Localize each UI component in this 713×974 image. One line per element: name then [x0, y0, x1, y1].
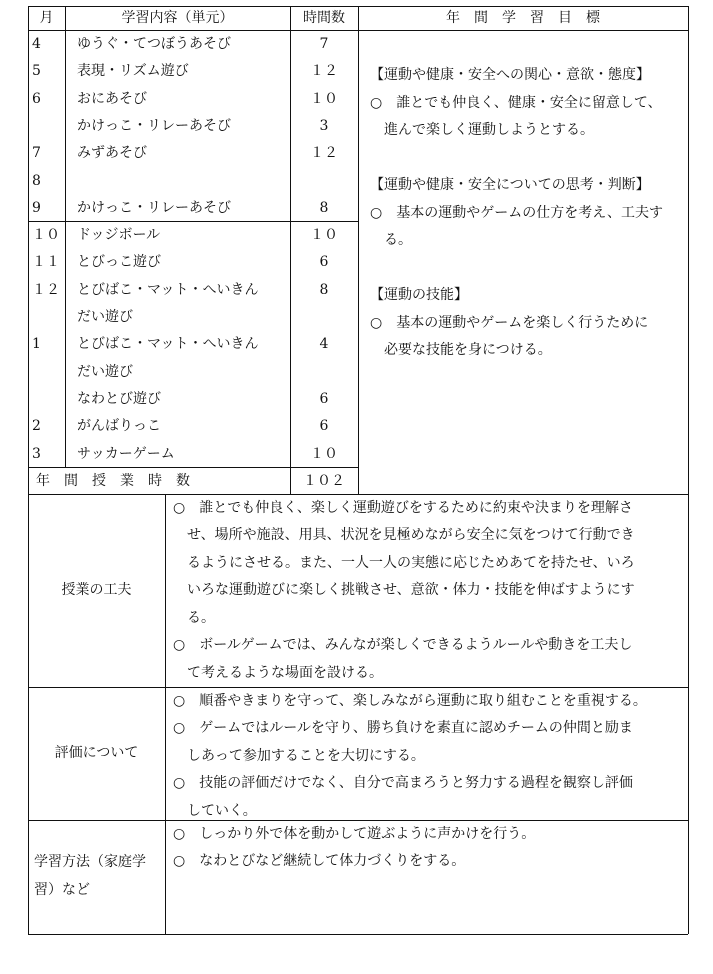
table-right-border	[688, 6, 689, 934]
section-text-line: ○ 順番やきまりを守って、楽しみながら運動に取り組むことを重視する。	[173, 692, 647, 709]
goal-line: ○ 基本の運動やゲームを楽しく行うために	[370, 314, 649, 331]
section-text-line: ○ 誰とでも仲良く、楽しく運動遊びをするために約束や決まりを理解さ	[173, 499, 633, 516]
content-column-border	[290, 6, 291, 494]
month-cell: 1	[32, 336, 41, 353]
unit-cell: とびっこ遊び	[77, 254, 161, 271]
hours-cell: 8	[319, 281, 329, 298]
section-label: 授業の工夫	[61, 581, 132, 598]
rows-bottom-border	[28, 467, 358, 468]
month-cell: 4	[32, 36, 41, 52]
hours-cell: 4	[319, 336, 329, 353]
month-cell: １０	[32, 227, 60, 244]
section-bottom-border	[28, 820, 688, 821]
unit-cell: みずあそび	[77, 145, 147, 162]
section-text-line: ○ 技能の評価だけでなく、自分で高まろうと努力する過程を観察し評価	[173, 775, 633, 792]
section-label: 学習方法（家庭学	[34, 854, 146, 871]
unit-cell: だい遊び	[77, 363, 133, 380]
month-cell: 7	[32, 145, 41, 162]
goal-line: ○ 誰とでも仲良く、健康・安全に留意して、	[370, 94, 662, 111]
month-column-border	[65, 6, 66, 467]
hours-cell: １２	[310, 145, 338, 162]
unit-cell: ドッジボール	[77, 227, 161, 244]
section-text-line: ○ ボールゲームでは、みんなが楽しくできるようルールや動きを工夫し	[173, 637, 633, 654]
hours-cell: １２	[310, 63, 338, 80]
section-text-line: いろな運動遊びに楽しく挑戦させ、意欲・体力・技能を伸ばすようにす	[173, 582, 635, 599]
section-text-line: ○ なわとびなど継続して体力づくりをする。	[173, 853, 466, 870]
hours-cell: 7	[319, 36, 329, 52]
goal-line: る。	[370, 232, 412, 248]
header-month: 月	[39, 10, 54, 26]
unit-cell: かけっこ・リレーあそび	[77, 117, 231, 134]
section-bottom-border	[28, 934, 688, 935]
month-cell: 5	[32, 63, 41, 80]
total-label: 年 間 授 業 時 数	[36, 472, 190, 489]
month-cell: １２	[32, 281, 60, 298]
hours-cell: 8	[319, 199, 329, 216]
goal-line: 【運動や健康・安全についての思考・判断】	[370, 177, 650, 193]
hours-cell: １０	[310, 90, 338, 107]
table-left-border	[28, 6, 29, 934]
goal-line: 【運動や健康・安全への関心・意欲・態度】	[370, 67, 650, 83]
hours-cell: １０	[310, 445, 338, 462]
unit-cell: とびばこ・マット・へいきん	[77, 336, 259, 353]
total-hours: １０２	[303, 472, 345, 489]
section-label: 評価について	[54, 744, 139, 761]
hours-cell: 3	[319, 117, 329, 134]
section-label-border	[165, 494, 166, 934]
section-text-line: る。	[173, 609, 215, 626]
unit-cell: だい遊び	[77, 309, 133, 325]
term-divider	[28, 221, 358, 222]
month-cell: 2	[32, 418, 41, 435]
month-cell: 9	[32, 199, 41, 216]
section-text-line: ○ ゲームではルールを守り、勝ち負けを素直に認めチームの仲間と励ま	[173, 720, 633, 737]
goal-line: ○ 基本の運動やゲームの仕方を考え、工夫す	[370, 204, 664, 221]
unit-cell: ゆうぐ・てつぼうあそび	[77, 36, 231, 52]
unit-cell: かけっこ・リレーあそび	[77, 199, 231, 216]
month-cell: 8	[32, 172, 41, 189]
section-text-line: しあって参加することを大切にする。	[173, 747, 425, 764]
unit-cell: とびばこ・マット・へいきん	[77, 281, 259, 298]
section-label: 習）など	[34, 881, 90, 898]
header-hours: 時間数	[303, 10, 345, 26]
hours-cell: １０	[310, 227, 338, 244]
section-text-line: せ、場所や施設、用具、状況を見極めながら安全に気をつけて行動でき	[173, 527, 635, 544]
goal-line: 必要な技能を身につける。	[370, 342, 552, 358]
hours-cell: 6	[319, 390, 329, 407]
hours-column-border	[358, 6, 359, 494]
unit-cell: なわとび遊び	[77, 390, 161, 407]
hours-cell: 6	[319, 254, 329, 271]
section-text-line: していく。	[173, 802, 257, 819]
section-text-line: て考えるような場面を設ける。	[173, 664, 383, 681]
unit-cell: おにあそび	[77, 90, 147, 107]
unit-cell: がんばりっこ	[77, 418, 161, 435]
hours-cell: 6	[319, 418, 329, 435]
section-bottom-border	[28, 687, 688, 688]
total-bottom-border	[28, 494, 688, 495]
month-cell: １１	[32, 254, 60, 271]
section-text-line: ○ しっかり外で体を動かして遊ぶように声かけを行う。	[173, 825, 536, 842]
goal-line: 【運動の技能】	[370, 287, 468, 303]
month-cell: 3	[32, 445, 41, 462]
month-cell: 6	[32, 90, 41, 107]
unit-cell: 表現・リズム遊び	[77, 63, 189, 80]
section-text-line: るようにさせる。また、一人一人の実態に応じためあてを持たせ、いろ	[173, 554, 635, 571]
header-content: 学習内容（単元）	[121, 10, 234, 26]
header-goals: 年 間 学 習 目 標	[446, 10, 600, 26]
unit-cell: サッカーゲーム	[77, 445, 175, 462]
goal-line: 進んで楽しく運動しようとする。	[370, 122, 594, 138]
